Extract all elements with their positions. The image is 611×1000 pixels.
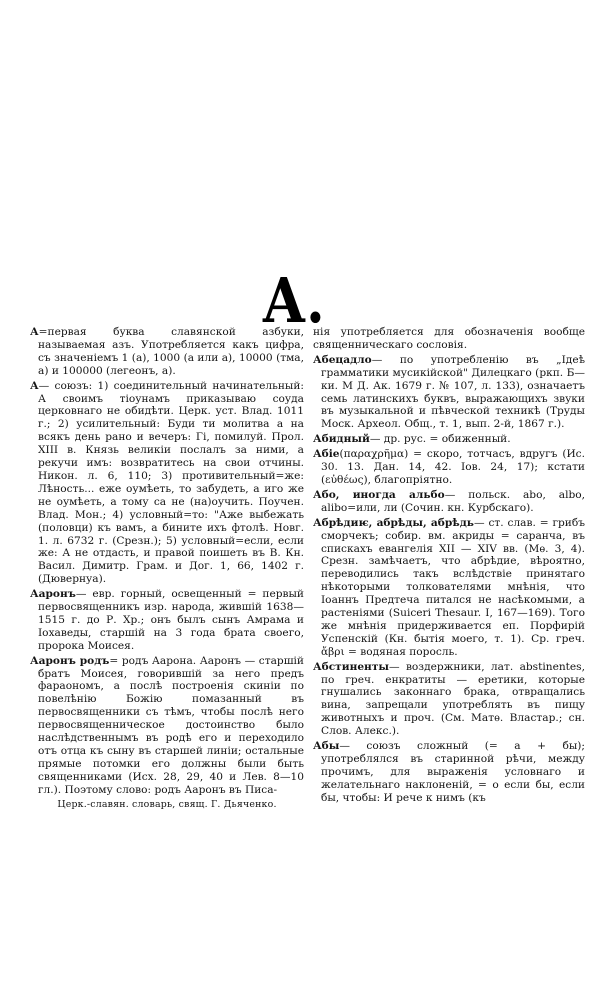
dictionary-entry bbox=[313, 489, 585, 515]
entry-definition: — др. рус. = обиженный. bbox=[369, 433, 511, 446]
section-letter-heading: А. bbox=[262, 263, 325, 337]
right-column bbox=[313, 326, 585, 807]
entry-definition: = родъ Аарона. Ааронъ — старшiй братъ Моисея, говорившiй за него предъ фараономъ, а послѣ построенiя скинiи по повелѣнiю Божiю помазанный въ первосвященники съ тѣмъ, чтобы послѣ него первосвященническое достоинство было наслѣдственнымъ въ родѣ его и переходило отъ отца къ сыну въ старшей линiи; остальные прямые потомки его должны были быть священниками (Исх. 28, 29, 40 и Лев. 8—10 гл.). Поэтому слово: родъ Ааронъ въ Писа- bbox=[38, 654, 304, 796]
entry-definition: — воздержники, лат. abstinentes, по греч. енкратиты — еретики, которые гнушались законнаго брака, отвращались вина, запрещали употреблять въ пищу животныхъ и проч. (См. Матѳ. Властар.; сн. Слов. Алекс.). bbox=[321, 660, 585, 738]
dictionary-entry bbox=[313, 433, 585, 446]
dictionary-entry bbox=[30, 588, 304, 653]
entry-definition: — польск. abo, albo, alibo=или, ли (Сочин. кн. Курбскаго). bbox=[321, 488, 585, 514]
page-footer-source: Церк.-славян. словарь, свящ. Г. Дьяченко. bbox=[57, 798, 277, 810]
entry-definition: — ст. слав. = грибъ сморчекъ; собир. вм. акриды = саранча, въ спискахъ евангелія XII — XIV вв. (Мѳ. 3, 4). Срезн. замѣчаетъ, что абрѣдие, вѣроятно, переводились такъ вслѣдствіе принятаго нѣкоторыми толкователями мнѣнія, что Іоаннъ Предтеча питался не насѣкомыми, а растеніями (Suiceri Thesaur. I, 167—169). Того же мнѣнія придерживается еп. Порфирій Успенскій (Кн. бытія моего, т. 1). Ср. греч. ἄβρι = водяная поросль. bbox=[321, 516, 585, 658]
entry-headword: А bbox=[30, 379, 39, 392]
dictionary-entry bbox=[30, 326, 304, 378]
entry-headword: Абидный bbox=[313, 433, 370, 446]
entry-definition: нія употребляется для обозначенія вообще священническаго сословія. bbox=[313, 326, 585, 351]
entry-headword: Абрѣдиѥ, абрѣды, абрѣдь bbox=[313, 516, 474, 529]
dictionary-entry bbox=[30, 380, 304, 587]
entry-definition: — евр. горный, освещенный = первый первосвященникъ изр. народа, жившiй 1638—1515 г. до Р. Хр.; онъ былъ сынъ Амрама и Іохаведы, старшiй на 3 года брата своего, пророка Моисея. bbox=[38, 588, 304, 652]
entry-headword: Абы bbox=[313, 740, 340, 753]
dictionary-entry bbox=[313, 326, 585, 352]
entry-headword: Абецадло bbox=[313, 353, 372, 366]
entry-definition: — союзъ сложный (= а + бы); употреблялся въ старинной рѣчи, между прочимъ, для выраженія условнаго и желательнаго наклоненій, = о если бы, если бы, чтобы: И рече к нимъ (къ bbox=[321, 740, 585, 804]
entry-headword: Ааронъ bbox=[30, 588, 76, 601]
dictionary-entry bbox=[313, 661, 585, 738]
dictionary-entry bbox=[313, 740, 585, 805]
entry-definition: =первая буква славянской азбуки, называемая азъ. Употребляется какъ цифра, съ значеніемъ 1 (а), 1000 (а или а), 10000 (тма, а) и 100000 (легеонъ, а). bbox=[38, 326, 304, 377]
left-column bbox=[30, 326, 304, 812]
dictionary-entry bbox=[30, 655, 304, 797]
entry-headword: Абстиненты bbox=[313, 660, 389, 673]
entry-headword: Ааронъ родъ bbox=[30, 654, 110, 667]
dictionary-entry bbox=[313, 354, 585, 431]
dictionary-entry bbox=[313, 517, 585, 659]
entry-headword: Або, иногда альбо bbox=[313, 488, 445, 501]
entry-definition: — союзъ: 1) соединительный начинательный: А своимъ тіоунамъ приказываю соуда церковнаго не обидѣти. Церк. уст. Влад. 1011 г.; 2) усилительный: Буди ти молитва а на всякъ день рано и вечеръ: Гi, помилуй. Прол. XIII в. Князь великiи послалъ за ними, а рекучи имъ: возвратитесь на свои отчины. Никон. л. 6, 110; 3) противительный=же: Лѣность... еже оумѣеть, то забудеть, а иго же не оумѣеть, а тому са не (на)оучить. Поучен. Влад. Мон.; 4) условный=то: "Аже выбежать (половци) къ вамъ, а бините ихъ фтолѣ. Новг. 1. л. 6732 г. (Срезн.); 5) условный=если, если же: А не отдасть, и правой поишеть въ В. Кн. Васил. Димитр. Грам. и Дог. 1, 66, 1402 г. (Дювернуа). bbox=[38, 379, 304, 586]
dictionary-entry bbox=[313, 448, 585, 487]
entry-headword: А bbox=[30, 326, 39, 338]
entry-definition: (παραχρῆμα) = скоро, тотчасъ, вдругъ (Ис. 30. 13. Дан. 14, 42. Іов. 24, 17); кстати (εὐθέως), благопріятно. bbox=[321, 448, 585, 486]
entry-definition: — по употребленію въ „Iдеѣ грамматики мусикійской" Дилецкаго (ркп. Б—ки. М Д. Ак. 1679 г. № 107, л. 133), означаетъ семь латинскихъ буквъ, выражающихъ звуки въ музыкальной и пѣвческой техникѣ (Труды Моск. Археол. Общ., т. 1, вып. 2-й, 1867 г.). bbox=[321, 353, 585, 431]
entry-headword: Абiе bbox=[313, 448, 340, 461]
